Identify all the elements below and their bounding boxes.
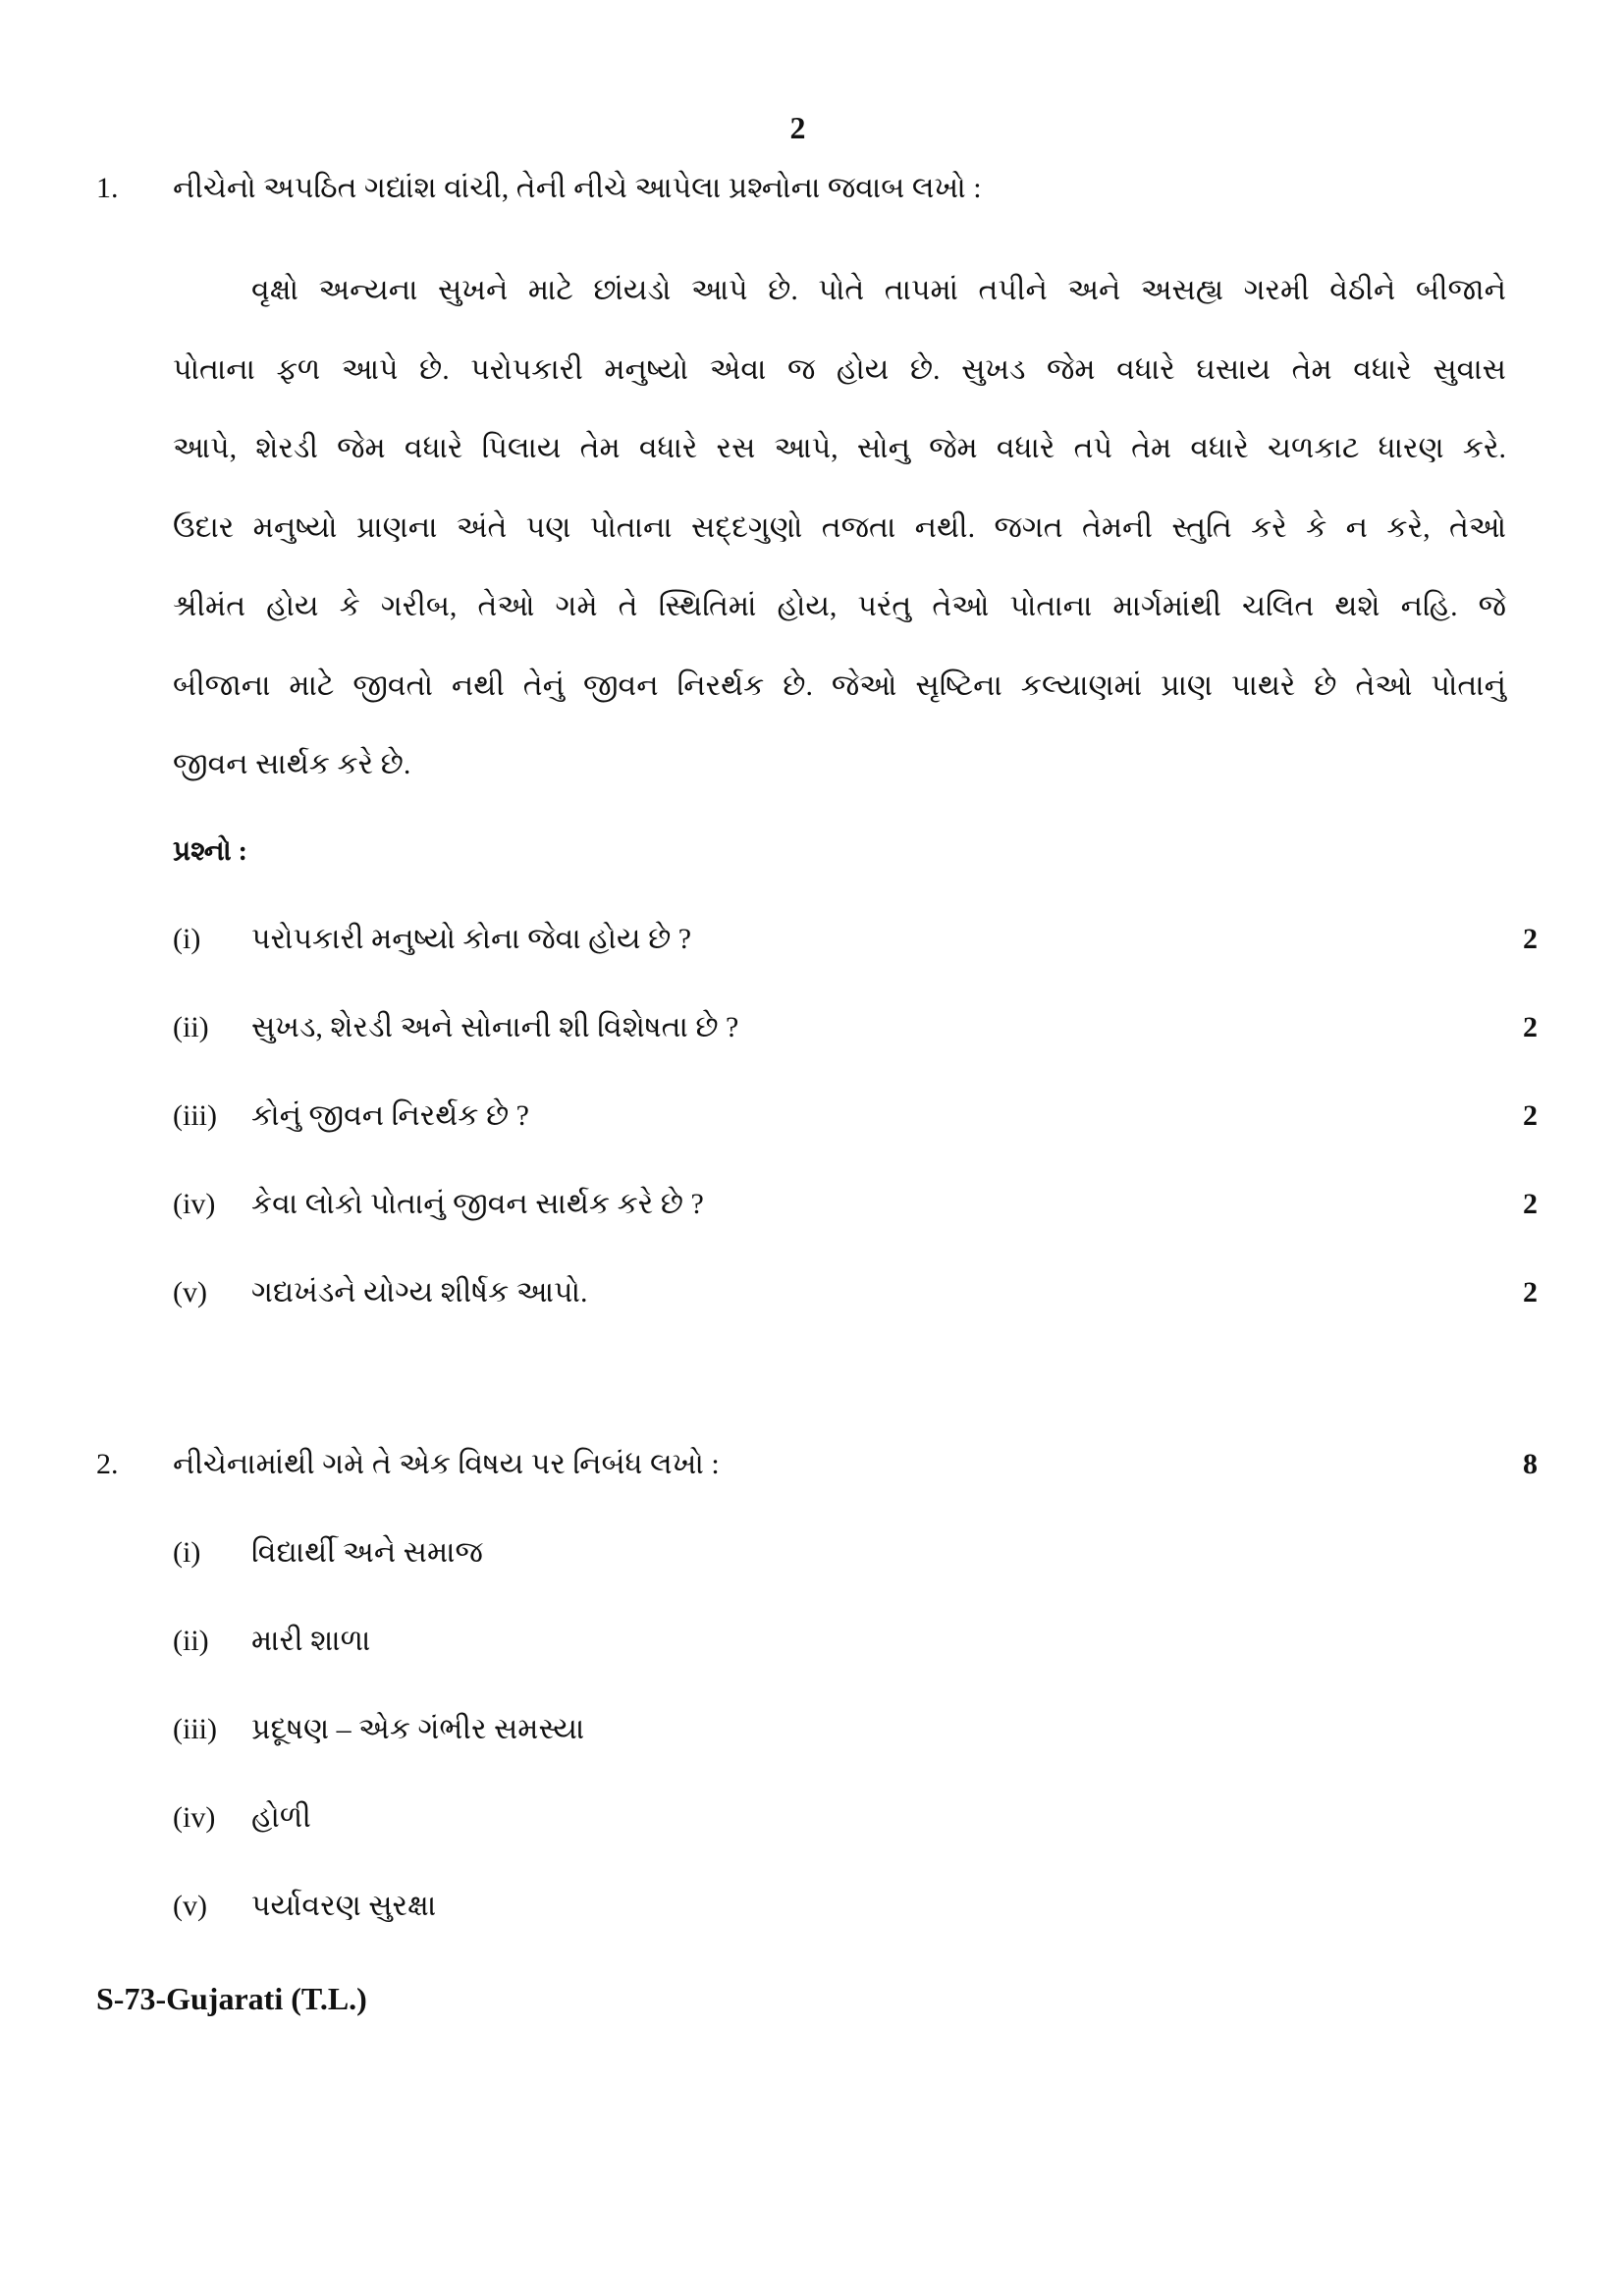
topic-label: (i) (173, 1536, 201, 1569)
sub-question-label: (iii) (173, 1099, 217, 1132)
sub-question-label: (v) (173, 1276, 207, 1308)
essay-topic-4 (173, 1801, 311, 1835)
topic-text: મારી શાળા (251, 1625, 371, 1657)
sub-question-3 (173, 1099, 529, 1133)
marks-value: 2 (1523, 923, 1538, 955)
page-number: 2 (789, 110, 806, 145)
unseen-passage (173, 251, 1506, 805)
topic-text: પર્યાવરણ સુરક્ષા (251, 1890, 437, 1922)
essay-topic-5 (173, 1890, 436, 1923)
sub-question-text: કોનું જીવન નિરર્થક છે ? (251, 1099, 529, 1132)
passage-line: જીવન સાર્થક કરે છે. (173, 748, 411, 780)
sub-question-label: (ii) (173, 1011, 209, 1043)
sub-question-2 (173, 1011, 738, 1044)
sub-question-1 (173, 923, 691, 956)
topic-label: (ii) (173, 1625, 209, 1657)
question-2-instruction: નીચેનામાંથી ગમે તે એક વિષય પર નિબંધ લખો : (173, 1448, 720, 1480)
question-1-instruction: નીચેનો અપઠિત ગદ્યાંશ વાંચી, તેની નીચે આપેલા પ્રશ્નોના જવાબ લખો : (173, 172, 982, 204)
essay-topic-3 (173, 1713, 584, 1746)
question-2-number: 2. (96, 1448, 119, 1480)
passage-line: આપે, શેરડી જેમ વધારે પિલાય તેમ વધારે રસ આપે, સોનુ જેમ વધારે તપે તેમ વધારે ચળકાટ ધારણ કરે. (173, 432, 1506, 464)
topic-label: (iii) (173, 1713, 217, 1745)
essay-topic-1 (173, 1536, 483, 1570)
sub-question-text: ગદ્યખંડને યોગ્ય શીર્ષક આપો. (251, 1276, 588, 1308)
topic-label: (v) (173, 1890, 207, 1922)
question-1-number: 1. (96, 172, 119, 204)
sub-question-text: સુખડ, શેરડી અને સોનાની શી વિશેષતા છે ? (251, 1011, 739, 1043)
topic-text: વિદ્યાર્થી અને સમાજ (251, 1536, 483, 1569)
passage-line: બીજાના માટે જીવતો નથી તેનું જીવન નિરર્થક છે. જેઓ સૃષ્ટિના કલ્યાણમાં પ્રાણ પાથરે છે તેઓ પોતાનું (173, 668, 1506, 702)
marks-value: 2 (1523, 1011, 1538, 1043)
topic-text: પ્રદૂષણ – એક ગંભીર સમસ્યા (251, 1713, 585, 1745)
sub-question-label: (iv) (173, 1188, 216, 1220)
sub-question-4 (173, 1188, 704, 1221)
passage-line: શ્રીમંત હોય કે ગરીબ, તેઓ ગમે તે સ્થિતિમાં હોય, પરંતુ તેઓ પોતાના માર્ગમાંથી ચલિત થશે નહિ. જે (173, 590, 1506, 622)
sub-question-label: (i) (173, 923, 201, 955)
topic-label: (iv) (173, 1801, 216, 1834)
essay-topic-2 (173, 1625, 370, 1658)
questions-heading: પ્રશ્નો : (173, 836, 247, 867)
marks-value: 2 (1523, 1099, 1538, 1132)
topic-text: હોળી (251, 1801, 311, 1834)
passage-line: વૃક્ષો અન્યના સુખને માટે છાંયડો આપે છે. પોતે તાપમાં તપીને અને અસહ્ય ગરમી વેઠીને બીજાને (251, 274, 1506, 306)
sub-question-text: પરોપકારી મનુષ્યો કોના જેવા હોય છે ? (251, 923, 692, 955)
marks-value: 2 (1523, 1188, 1538, 1220)
marks-value: 2 (1523, 1276, 1538, 1308)
paper-code: S-73-Gujarati (T.L.) (96, 1981, 367, 2016)
sub-question-text: કેવા લોકો પોતાનું જીવન સાર્થક કરે છે ? (251, 1188, 704, 1220)
passage-line: પોતાના ફળ આપે છે. પરોપકારી મનુષ્યો એવા જ હોય છે. સુખડ જેમ વધારે ઘસાય તેમ વધારે સુવાસ (173, 352, 1506, 386)
passage-line: ઉદાર મનુષ્યો પ્રાણના અંતે પણ પોતાના સદ્દગુણો તજતા નથી. જગત તેમની સ્તુતિ કરે કે ન કરે, તેઓ (173, 510, 1506, 544)
marks-value: 8 (1523, 1448, 1538, 1480)
sub-question-5 (173, 1276, 587, 1309)
